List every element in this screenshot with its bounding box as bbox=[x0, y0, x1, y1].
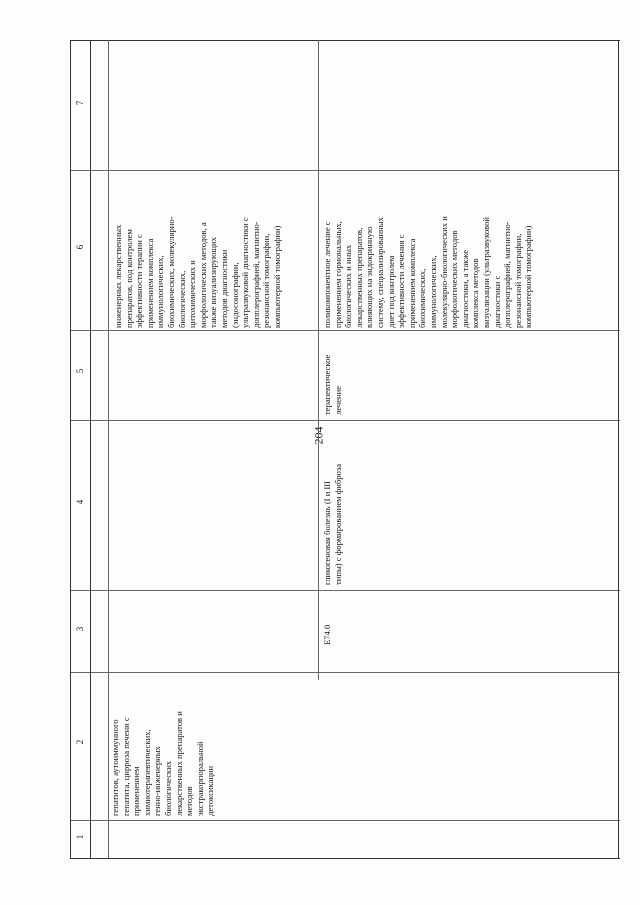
column-header-4: 4 bbox=[75, 499, 85, 505]
table-border-top bbox=[70, 40, 620, 41]
header-row-divider bbox=[90, 40, 91, 858]
row2-column5-treatment-type: терапевтическое лечение bbox=[322, 354, 343, 415]
row1-column6-text: инженерных лекарственных препаратов, под контролем эффективности терапии с применением комплекса иммунологических, биохимических, молекулярно- биологических, цитохимических и морфологических методов, а также визуализирующих методов диагностики (эндосонографии, ультразвуковой диагностики с допплерографией, магнитно- резонансной томографии, компьютерной томографии) bbox=[113, 216, 282, 328]
row-divider bbox=[318, 40, 319, 680]
row2-column3-code: E74.0 bbox=[322, 624, 332, 645]
column-header-5: 5 bbox=[75, 368, 85, 374]
column-divider bbox=[70, 820, 620, 821]
column-divider bbox=[70, 330, 620, 331]
page-number: 204 bbox=[311, 426, 326, 445]
column-header-1: 1 bbox=[75, 834, 85, 840]
inner-border bbox=[108, 40, 109, 858]
column-divider bbox=[70, 590, 620, 591]
table-border-left bbox=[70, 40, 71, 858]
column-divider bbox=[70, 420, 620, 421]
table-border-bottom bbox=[70, 858, 620, 859]
row2-column6-method: поликомпонентное лечение с применением гормональных, биологических и иных лекарственных препаратов, влияющих на эндокринную систему, специализированных диет под контролем эффективности лечения с применением комплекса биохимических, иммунологических, молекулярно-биологических и морфологических методов диагностики, а также комплекса методов визуализации (ультразвуковой диагностики с допплерографией, магнитно- резонансной томографии, компьютерной томографии) bbox=[322, 216, 534, 328]
column-header-6: 6 bbox=[75, 244, 85, 250]
table-border-right bbox=[618, 40, 619, 858]
column-header-3: 3 bbox=[75, 626, 85, 632]
column-header-2: 2 bbox=[75, 739, 85, 745]
column-header-7: 7 bbox=[75, 100, 85, 106]
row2-column4-disease: гликогеновая болезнь (I и III типы) с формированием фиброза bbox=[322, 463, 343, 585]
row1-column2-text: гепатитов, аутоиммунного гепатита, цирроза печени с применением химиотерапевтических, генно-инженерных биологических лекарственных препаратов и методов экстракорпоральной детоксикации bbox=[110, 711, 216, 816]
